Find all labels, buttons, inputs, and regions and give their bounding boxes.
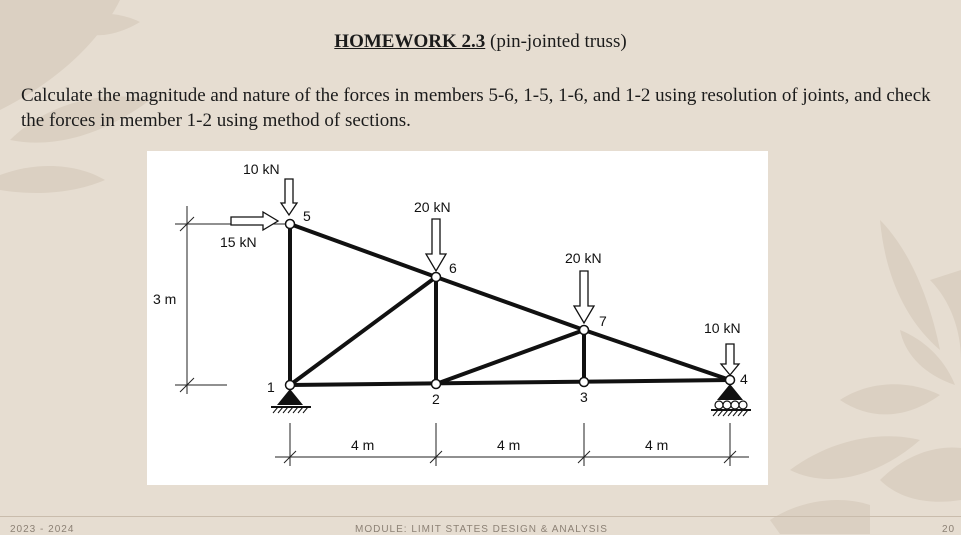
node-label-3: 3 [580, 389, 588, 405]
span-label-2: 4 m [497, 437, 521, 453]
arrow-right-icon [231, 212, 278, 230]
truss-diagram [147, 151, 768, 485]
load-5-vertical-label: 10 kN [243, 161, 280, 177]
arrow-down-icon [574, 271, 594, 323]
truss-members [290, 224, 730, 385]
homework-heading: HOMEWORK 2.3 [334, 31, 486, 52]
span-label-1: 4 m [351, 437, 375, 453]
node-label-7: 7 [599, 313, 607, 329]
arrow-down-icon [721, 344, 739, 375]
footer-module: MODULE: LIMIT STATES DESIGN & ANALYSIS [355, 524, 608, 535]
footer-divider [0, 516, 961, 517]
member-1-6 [290, 277, 436, 385]
load-7-label: 20 kN [565, 250, 602, 266]
load-5-horizontal-label: 15 kN [220, 234, 257, 250]
arrow-down-icon [281, 179, 297, 215]
homework-subtitle: (pin-jointed truss) [490, 31, 627, 52]
footer-page-number: 20 [942, 524, 956, 535]
pin-support [271, 389, 311, 413]
member-5-6 [290, 224, 436, 277]
member-7-4 [584, 330, 730, 380]
footer-year: 2023 - 2024 [10, 524, 75, 535]
node-label-1: 1 [267, 379, 275, 395]
load-4-label: 10 kN [704, 320, 741, 336]
question-text: Calculate the magnitude and nature of the forces in members 5-6, 1-5, 1-6, and 1-2 using resolution of joints, and check the forces in member 1-2 using method of sections. [21, 85, 931, 131]
arrow-down-icon [426, 219, 446, 271]
homework-title [0, 31, 961, 53]
bottom-chord [290, 380, 730, 385]
roller-support [711, 384, 751, 416]
member-2-7 [436, 330, 584, 384]
node-label-5: 5 [303, 208, 311, 224]
member-6-7 [436, 277, 584, 330]
node-label-6: 6 [449, 260, 457, 276]
load-6-label: 20 kN [414, 199, 451, 215]
height-dim-label: 3 m [153, 291, 177, 307]
node-label-2: 2 [432, 391, 440, 407]
span-label-3: 4 m [645, 437, 669, 453]
node-label-4: 4 [740, 371, 748, 387]
truss-figure [147, 151, 768, 485]
